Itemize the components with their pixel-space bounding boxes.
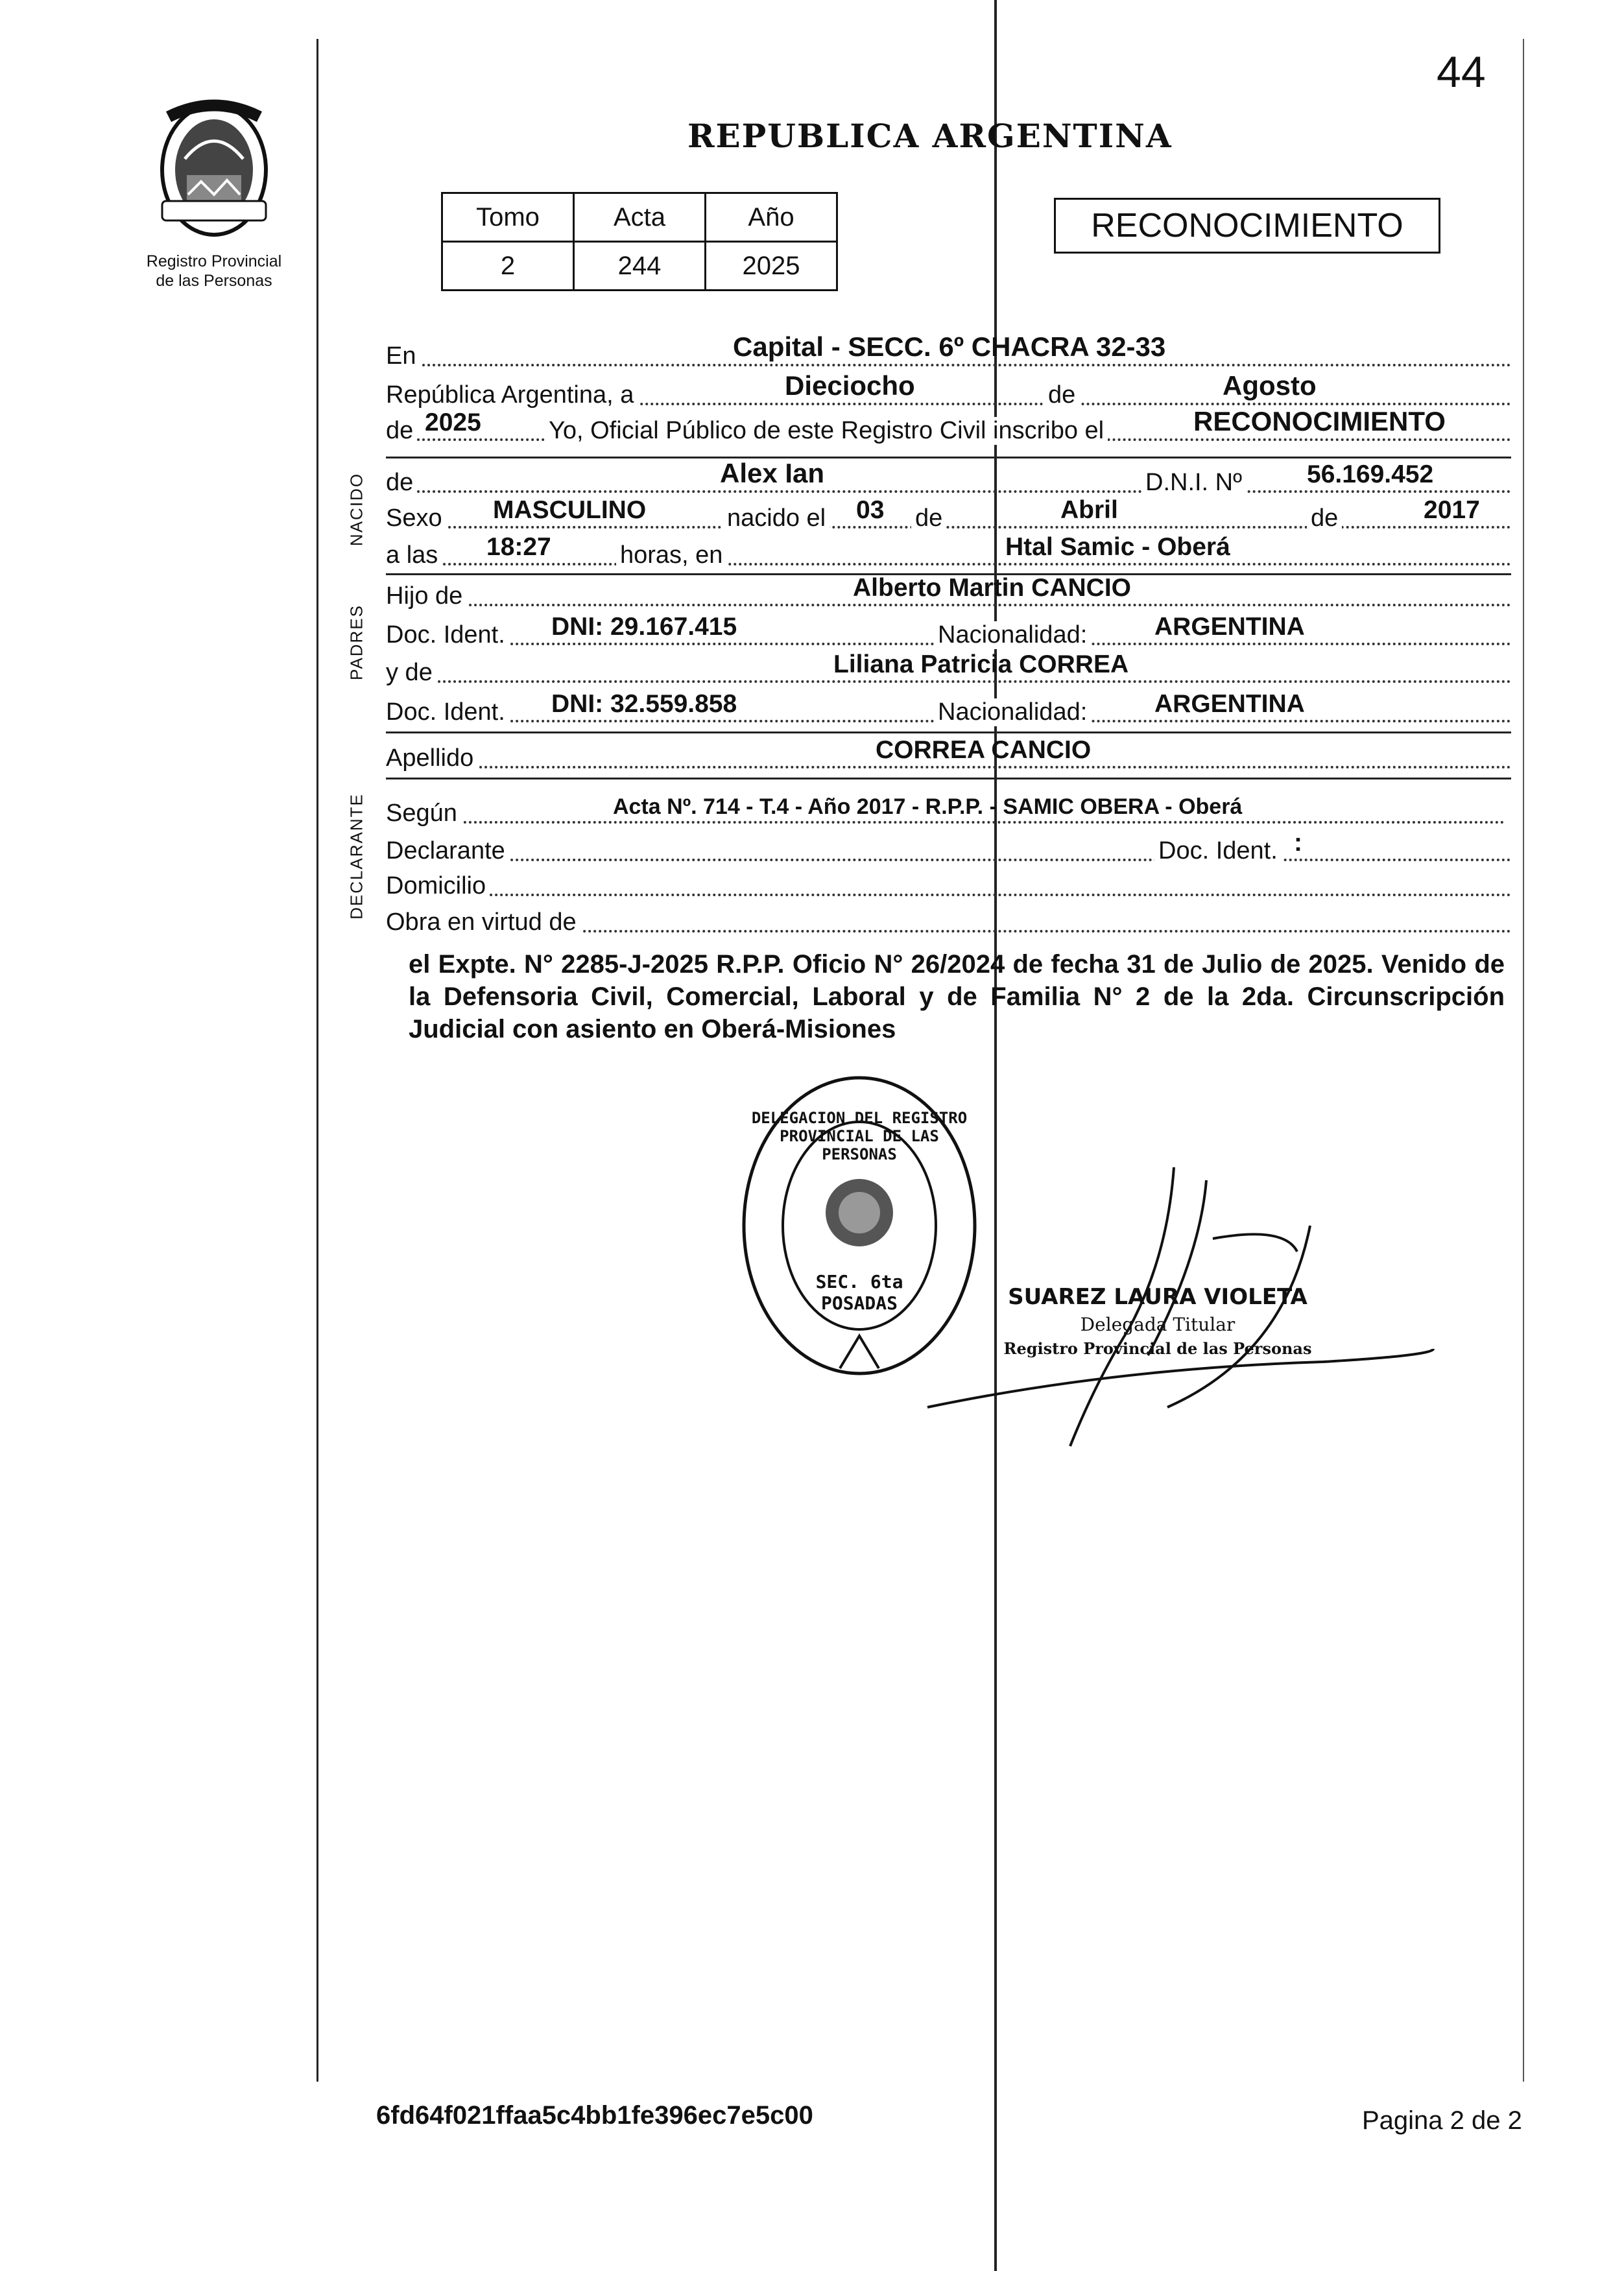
value-segun: Acta Nº. 714 - T.4 - Año 2017 - R.P.P. - SAMIC OBERA - Oberá	[613, 794, 1243, 819]
section-separator	[386, 457, 1511, 458]
right-margin-line	[1523, 39, 1524, 2082]
section-separator	[386, 778, 1511, 779]
registry-name-line2: de las Personas	[156, 272, 272, 290]
table-header-anio: Año	[706, 193, 837, 242]
signatory-title: Delegada Titular	[1080, 1314, 1236, 1335]
label-en: En	[386, 342, 420, 370]
row-apellido	[386, 736, 1511, 775]
label-de-anio-nac: de	[1307, 505, 1342, 532]
dotted-line	[386, 680, 1511, 683]
label-de-nombre: de	[386, 469, 417, 497]
row-hora	[386, 533, 1511, 572]
document-title: REPUBLICA ARGENTINA	[687, 117, 1173, 155]
label-de-anio: de	[386, 417, 417, 445]
row-madre-doc	[386, 690, 1511, 729]
table-value-acta: 244	[574, 242, 706, 291]
label-doc-ident: Doc. Ident.	[386, 698, 509, 726]
dotted-line	[386, 894, 1511, 896]
signatory-name: SUAREZ LAURA VIOLETA	[1008, 1284, 1308, 1310]
row-domicilio	[386, 864, 1511, 903]
section-label-nacido: NACIDO	[346, 472, 366, 547]
label-domicilio: Domicilio	[386, 872, 490, 900]
value-padre-nac: ARGENTINA	[1154, 613, 1305, 641]
dotted-line	[386, 526, 1511, 529]
document-hash: 6fd64f021ffaa5c4bb1fe396ec7e5c00	[376, 2101, 813, 2130]
table-value-row	[442, 242, 837, 291]
dotted-line	[386, 490, 1511, 493]
dotted-line	[386, 766, 1511, 768]
label-apellido: Apellido	[386, 744, 477, 772]
dotted-line	[386, 563, 1511, 565]
volume-record-year-table	[441, 192, 838, 291]
dotted-line	[386, 364, 1511, 366]
row-madre	[386, 650, 1511, 689]
label-nacionalidad: Nacionalidad:	[934, 698, 1091, 726]
dotted-line	[386, 859, 1511, 861]
left-margin-line	[316, 39, 318, 2082]
section-separator	[386, 731, 1511, 733]
label-horas-en: horas, en	[616, 541, 726, 569]
table-header-acta: Acta	[574, 193, 706, 242]
act-type-box: RECONOCIMIENTO	[1054, 198, 1440, 254]
value-dni: 56.169.452	[1307, 460, 1434, 488]
label-republica: República Argentina, a	[386, 381, 638, 409]
legal-note: el Expte. N° 2285-J-2025 R.P.P. Oficio N° 26/2024 de fecha 31 de Julio de 2025. Venido de la Defensoria Civil, Comercial, Laboral y de Familia N° 2 de la 2da. Circunscripción Judicial con asiento en Oberá-Misiones	[409, 950, 1505, 1043]
value-nac-anio: 2017	[1424, 496, 1480, 524]
label-inscribo: Yo, Oficial Público de este Registro Civil inscribo el	[545, 417, 1108, 445]
label-de-mes: de	[911, 505, 946, 532]
value-nac-mes: Abril	[1060, 496, 1118, 524]
value-en: Capital - SECC. 6º CHACRA 32-33	[733, 331, 1166, 362]
value-inscribo: RECONOCIMIENTO	[1193, 406, 1446, 436]
table-header-tomo: Tomo	[442, 193, 574, 242]
value-padre: Alberto Martin CANCIO	[853, 574, 1131, 602]
page-number: 44	[1437, 47, 1486, 97]
label-hijo-de: Hijo de	[386, 582, 466, 610]
registry-logo	[149, 97, 279, 243]
page-indicator: Pagina 2 de 2	[1362, 2106, 1522, 2135]
row-declarante	[386, 829, 1511, 868]
row-sexo	[386, 496, 1511, 535]
value-sexo: MASCULINO	[493, 496, 647, 524]
value-lugar: Htal Samic - Oberá	[1005, 533, 1230, 561]
value-dia: Dieciocho	[785, 370, 915, 401]
label-segun: Según	[386, 800, 461, 827]
label-a-las: a las	[386, 541, 442, 569]
value-apellido: CORREA CANCIO	[876, 736, 1092, 764]
label-nacionalidad: Nacionalidad:	[934, 621, 1091, 649]
value-madre-doc: DNI: 32.559.858	[551, 690, 737, 718]
value-madre: Liliana Patricia CORREA	[833, 650, 1129, 678]
value-nac-dia: 03	[856, 496, 885, 524]
value-anio: 2025	[425, 409, 481, 436]
label-sexo: Sexo	[386, 505, 446, 532]
table-value-anio: 2025	[706, 242, 837, 291]
label-y-de: y de	[386, 659, 436, 687]
label-dni: D.N.I. Nº	[1141, 469, 1246, 497]
table-value-tomo: 2	[442, 242, 574, 291]
row-padre	[386, 574, 1511, 613]
label-doc-ident: Doc. Ident.	[386, 621, 509, 649]
section-label-declarante: DECLARANTE	[346, 793, 366, 920]
value-hora: 18:27	[486, 533, 551, 561]
value-nombre: Alex Ian	[720, 458, 825, 488]
table-header-row	[442, 193, 837, 242]
value-mes: Agosto	[1223, 370, 1317, 401]
stamp-ring-text: DELEGACION DEL REGISTRO PROVINCIAL DE LAS PERSONAS	[751, 1109, 968, 1163]
row-nombre	[386, 460, 1511, 499]
dotted-line	[386, 821, 1505, 824]
label-nacido-el: nacido el	[723, 505, 830, 532]
registry-name-line1: Registro Provincial	[146, 252, 282, 270]
registry-name	[117, 252, 311, 291]
row-segun	[386, 791, 1511, 830]
stamp-inner-text: SEC. 6ta POSADAS	[815, 1271, 903, 1314]
row-inscribo	[386, 406, 1511, 447]
row-obra	[386, 900, 1511, 939]
label-declarante: Declarante	[386, 837, 509, 865]
value-decl-doc: :	[1294, 829, 1302, 857]
signature-block	[989, 1284, 1326, 1358]
dotted-line	[386, 604, 1511, 606]
label-decl-doc-ident: Doc. Ident.	[1154, 837, 1282, 865]
label-de: de	[1044, 381, 1079, 409]
row-en	[386, 331, 1511, 373]
value-madre-nac: ARGENTINA	[1154, 690, 1305, 718]
misiones-shield-icon	[149, 97, 279, 243]
value-padre-doc: DNI: 29.167.415	[551, 613, 737, 641]
row-padre-doc	[386, 613, 1511, 652]
label-obra: Obra en virtud de	[386, 909, 580, 936]
signatory-org: Registro Provincial de las Personas	[1003, 1339, 1312, 1358]
section-label-padres: PADRES	[346, 604, 366, 680]
